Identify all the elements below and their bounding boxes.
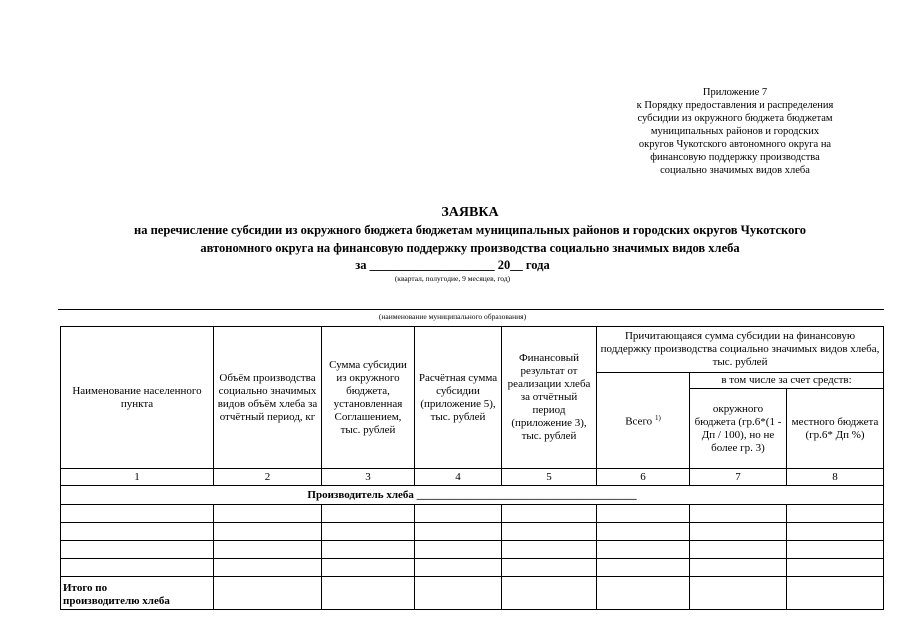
table-row — [61, 559, 884, 577]
table-cell[interactable] — [415, 523, 502, 541]
header-total-label: Всего — [625, 415, 653, 428]
title-main: ЗАЯВКА — [441, 205, 499, 220]
table-cell[interactable] — [597, 559, 690, 577]
table-cell[interactable] — [597, 541, 690, 559]
table-cell[interactable] — [322, 559, 415, 577]
table-cell[interactable] — [415, 541, 502, 559]
column-number: 8 — [787, 469, 884, 486]
column-number: 7 — [690, 469, 787, 486]
appendix-line: муниципальных районов и городских — [650, 126, 820, 137]
header-total — [597, 373, 690, 469]
table-cell[interactable] — [214, 541, 322, 559]
table-cell[interactable] — [502, 541, 597, 559]
table-cell[interactable] — [415, 577, 502, 610]
table-cell[interactable] — [690, 523, 787, 541]
table-cell[interactable] — [787, 559, 884, 577]
table-cell[interactable] — [322, 523, 415, 541]
table-cell[interactable] — [61, 559, 214, 577]
table-cell[interactable] — [502, 523, 597, 541]
table-cell[interactable] — [597, 577, 690, 610]
total-label-line-1: Итого по — [63, 582, 108, 594]
table-cell[interactable] — [787, 541, 884, 559]
table-row — [61, 523, 884, 541]
table-cell[interactable] — [502, 559, 597, 577]
document-title — [30, 205, 905, 257]
table-row — [61, 505, 884, 523]
column-numbers-row — [61, 469, 884, 486]
appendix-line: субсидии из окружного бюджета бюджетам — [637, 113, 833, 124]
footnote-marker: 1) — [654, 414, 661, 423]
producer-label: Производитель хлеба ________________________________________ — [61, 486, 884, 505]
table-cell[interactable] — [690, 541, 787, 559]
header-financial-result: Финансовый результат от реализации хлеба за отчётный период (приложение 3), тыс. рублей — [502, 327, 597, 469]
header-settlement-name: Наименование населенного пункта — [61, 327, 214, 469]
appendix-line: социально значимых видов хлеба — [660, 165, 810, 176]
table-cell[interactable] — [322, 505, 415, 523]
header-regional-budget: окружного бюджета (гр.6*(1 - Дп / 100), но не более гр. 3) — [690, 389, 787, 469]
header-production-volume: Объём производства социально значимых видов объём хлеба за отчётный период, кг — [214, 327, 322, 469]
title-line-2: автономного округа на финансовую поддержку производства социально значимых видов хлеба — [200, 241, 740, 255]
request-table — [60, 326, 884, 610]
table-cell[interactable] — [61, 523, 214, 541]
table-row — [61, 541, 884, 559]
header-including-funds: в том числе за счет средств: — [690, 373, 884, 389]
appendix-line: к Порядку предоставления и распределения — [636, 100, 834, 111]
table-cell[interactable] — [61, 505, 214, 523]
header-local-budget: местного бюджета (гр.6* Дп %) — [787, 389, 884, 469]
table-cell[interactable] — [322, 541, 415, 559]
table-cell[interactable] — [597, 523, 690, 541]
header-due-subsidy-group: Причитающаяся сумма субсидии на финансовую поддержку производства социально значимых видов хлеба, тыс. рублей — [597, 327, 884, 373]
table-cell[interactable] — [502, 505, 597, 523]
appendix-line: Приложение 7 — [702, 87, 768, 98]
total-label — [61, 577, 214, 610]
municipality-line — [58, 309, 884, 310]
appendix-line: округов Чукотского автономного округа на — [638, 139, 832, 150]
header-calculated-subsidy: Расчётная сумма субсидии (приложение 5), тыс. рублей — [415, 327, 502, 469]
table-cell[interactable] — [597, 505, 690, 523]
table-cell[interactable] — [787, 523, 884, 541]
table-cell[interactable] — [214, 523, 322, 541]
table-cell[interactable] — [787, 577, 884, 610]
total-row — [61, 577, 884, 610]
period-note: (квартал, полугодие, 9 месяцев, год) — [394, 274, 511, 283]
table-cell[interactable] — [214, 577, 322, 610]
appendix-header — [570, 86, 900, 177]
table-cell[interactable] — [214, 505, 322, 523]
header-subsidy-agreement: Сумма субсидии из окружного бюджета, установленная Соглашением, тыс. рублей — [322, 327, 415, 469]
table-cell[interactable] — [415, 505, 502, 523]
column-number: 6 — [597, 469, 690, 486]
column-number: 3 — [322, 469, 415, 486]
column-number: 2 — [214, 469, 322, 486]
column-number: 1 — [61, 469, 214, 486]
table-cell[interactable] — [690, 577, 787, 610]
table-cell[interactable] — [415, 559, 502, 577]
column-number: 4 — [415, 469, 502, 486]
table-cell[interactable] — [214, 559, 322, 577]
total-label-line-2: производителю хлеба — [63, 595, 170, 607]
table-cell[interactable] — [502, 577, 597, 610]
table-cell[interactable] — [322, 577, 415, 610]
table-cell[interactable] — [787, 505, 884, 523]
table-cell[interactable] — [690, 505, 787, 523]
producer-row — [61, 486, 884, 505]
municipality-note: (наименование муниципального образования) — [378, 312, 527, 321]
period-line: за ____________________ 20__ года — [355, 258, 550, 272]
column-number: 5 — [502, 469, 597, 486]
table-cell[interactable] — [61, 541, 214, 559]
title-line-1: на перечисление субсидии из окружного бюджета бюджетам муниципальных районов и городских округов Чукотского — [134, 223, 806, 237]
appendix-line: финансовую поддержку производства — [650, 152, 820, 163]
table-cell[interactable] — [690, 559, 787, 577]
